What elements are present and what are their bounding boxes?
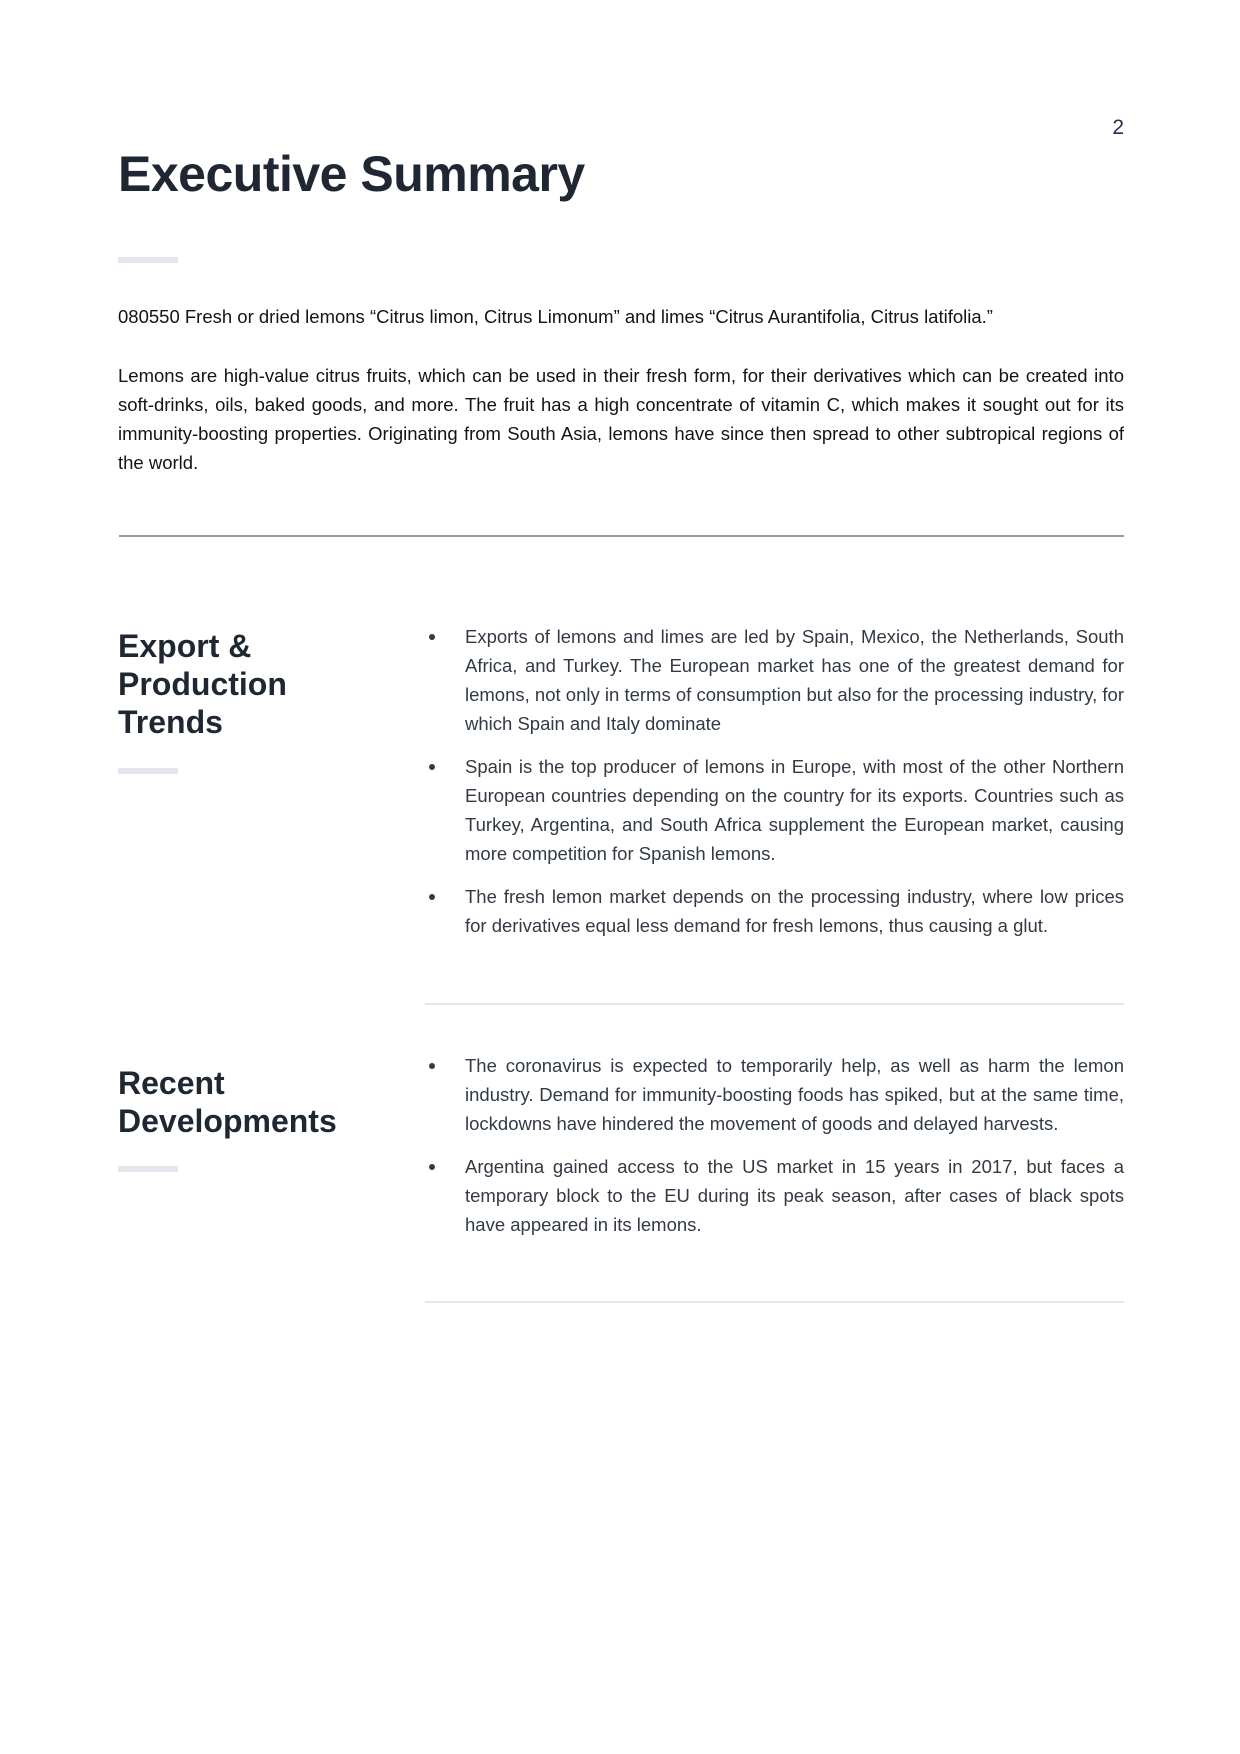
section-accent-bar xyxy=(118,768,178,774)
page-number: 2 xyxy=(1112,116,1124,139)
bullet-item: The coronavirus is expected to temporarily help, as well as harm the lemon industry. Demand for immunity-boosting foods has spiked, but at the same time, lockdowns have hindered the movement of goods and delayed harvests. xyxy=(425,1051,1124,1138)
section-divider-light xyxy=(425,1301,1124,1303)
section-divider-light xyxy=(425,1003,1124,1005)
bullet-icon xyxy=(429,1063,435,1069)
bullet-icon xyxy=(429,894,435,900)
recent-developments-bullet-list xyxy=(425,1051,1124,1253)
bullet-item: Argentina gained access to the US market in 15 years in 2017, but faces a temporary block to the EU during its peak season, after cases of black spots have appeared in its lemons. xyxy=(425,1152,1124,1239)
hs-code-description: 080550 Fresh or dried lemons “Citrus limon, Citrus Limonum” and limes “Citrus Aurantifolia, Citrus latifolia.” xyxy=(118,306,993,327)
bullet-icon xyxy=(429,764,435,770)
page-title: Executive Summary xyxy=(118,146,585,202)
bullet-icon xyxy=(429,634,435,640)
bullet-item: The fresh lemon market depends on the processing industry, where low prices for derivatives equal less demand for fresh lemons, thus causing a glut. xyxy=(425,882,1124,940)
section-accent-bar xyxy=(118,1166,178,1172)
bullet-item: Exports of lemons and limes are led by Spain, Mexico, the Netherlands, South Africa, and Turkey. The European market has one of the greatest demand for lemons, not only in terms of consumption but also for the processing industry, for which Spain and Italy dominate xyxy=(425,622,1124,738)
bullet-item: Spain is the top producer of lemons in Europe, with most of the other Northern European countries depending on the country for its exports. Countries such as Turkey, Argentina, and South Africa supplement the European market, causing more competition for Spanish lemons. xyxy=(425,752,1124,868)
export-production-bullet-list xyxy=(425,622,1124,954)
intro-paragraph: Lemons are high-value citrus fruits, which can be used in their fresh form, for their derivatives which can be created into soft-drinks, oils, baked goods, and more. The fruit has a high concentrate of vitamin C, which makes it sought out for its immunity-boosting properties. Originating from South Asia, lemons have since then spread to other subtropical regions of the world. xyxy=(118,365,1124,473)
title-accent-bar xyxy=(118,257,178,263)
section-divider xyxy=(119,535,1124,537)
section-heading-recent-developments: Recent Developments xyxy=(118,1065,337,1139)
section-heading-export-production: Export & Production Trends xyxy=(118,628,287,740)
bullet-icon xyxy=(429,1164,435,1170)
